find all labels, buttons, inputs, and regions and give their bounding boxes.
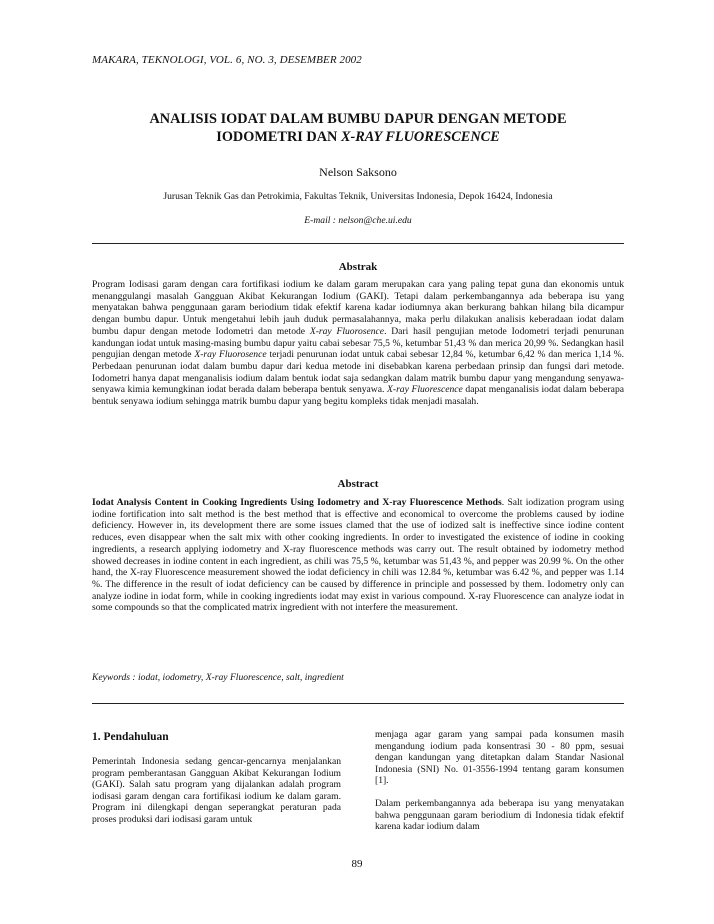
page-number: 89 <box>351 858 363 870</box>
abstract-text: . Salt iodization program using iodine fortification into salt method is the best method that is effective and economical to overcome the problems caused by iodine deficiency. However in, its development there are some issues clamed that the use of iodized salt is ineffective since iodine content reduces, even disappear when the salt mix with other cooking ingredients. In order to investigated the existence of iodine in cooking ingredients, a research applying iodometry and X-ray fluorescence methods was carry out. The result obtained by iodometry method showed decreases in iodine content in each ingredient, as chili was 75,5 %, ketumbar was 51,43 %, and pepper was 20.99 %. On the other hand, the X-ray Fluorescence measurement showed the iodat deficiency in chili was 12.84 %, ketumbar was 6.42 %, and pepper was 1.14 %. The difference in the result of iodat deficiency can be caused by difference in principle and possessed by them. Iodometry only can analyze iodine in iodat form, while in cooking ingredients iodat may exist in various compound. X-ray Fluorescence can analyze iodat in some compounds so that the complicated matrix ingredient with not interfere the measurement. <box>92 497 624 614</box>
author-email: E-mail : nelson@che.ui.edu <box>304 215 412 226</box>
left-column <box>92 756 341 837</box>
title-line-2-italic: X-RAY FLUORESCENCE <box>340 129 500 145</box>
title-line-2 <box>92 128 624 146</box>
right-paragraph-2: Dalam perkembangannya ada beberapa isu yang menyatakan bahwa penggunaan garam beriodium di Indonesia tidak efektif karena kadar iodium dalam <box>375 797 624 833</box>
abstrak-italic-1: X-ray Fluorosence <box>309 325 385 337</box>
abstrak-text-2: . Dari hasil pengujian metode Iodometri terjadi penurunan kandungan iodat untuk masing-masing bumbu dapur yaitu cabai sebesar 75,5 %, ketumbar 51,43 % dan merica 20,99 %. Sedangkan hasil pengujian dengan metode <box>92 325 624 361</box>
section-heading: 1. Pendahuluan <box>92 731 169 743</box>
abstrak-text-3: terjadi penurunan iodat untuk cabai sebesar 12,84 %, ketumbar 6,42 % dan merica 1,14 %. Perbedaan penurunan iodat dalam bumbu dapur dari kedua metode ini disebabkan karena perbedaan prinsip dan fungsi dari metode. Iodometri hanya dapat menganalisis iodium dalam bentuk iodat saja sedangkan dalam matrik bumbu dapur yang mengandung senyawa-senyawa kimia kemungkinan iodat berada dalam beberapa bentuk senyawa. <box>92 349 625 396</box>
right-paragraph-1: menjaga agar garam yang sampai pada konsumen masih mengandung iodium pada konsentrasi 30 - 80 ppm, sesuai dengan kandungan yang ditetapkan dalam Standar Nasional Indonesia (SNI) No. 01-3556-1994 tentang garam konsumen [1]. <box>375 729 624 787</box>
abstrak-heading: Abstrak <box>338 261 378 273</box>
abstrak-italic-3: X-ray Fluorescence <box>387 384 463 396</box>
abstract-bold-title: Iodat Analysis Content in Cooking Ingredients Using Iodometry and X-ray Fluorescence Methods <box>92 497 502 508</box>
abstrak-italic-2: X-ray Fluorosence <box>194 349 267 361</box>
journal-header: MAKARA, TEKNOLOGI, VOL. 6, NO. 3, DESEMBER 2002 <box>92 54 362 66</box>
paper-title <box>92 110 624 146</box>
affiliation: Jurusan Teknik Gas dan Petrokimia, Fakultas Teknik, Universitas Indonesia, Depok 16424, Indonesia <box>163 191 553 202</box>
author-name: Nelson Saksono <box>319 165 397 179</box>
top-divider <box>92 243 624 244</box>
abstract-body <box>92 497 624 614</box>
abstrak-body <box>92 279 624 408</box>
abstract-heading: Abstract <box>337 478 379 490</box>
right-column <box>375 729 624 844</box>
abstrak-text-4: dapat menganalisis iodat dalam beberapa bentuk senyawa iodium sehingga matrik bumbu dapur yang begitu kompleks tidak menjadi masalah. <box>92 384 624 408</box>
keywords: Keywords : iodat, iodometry, X-ray Fluorescence, salt, ingredient <box>92 672 344 683</box>
left-paragraph-1: Pemerintah Indonesia sedang gencar-gencarnya menjalankan program pemberantasan Gangguan Akibat Kekurangan Iodium (GAKI). Salah satu program yang dijalankan adalah program iodisasi garam dengan cara fortifikasi iodium ke dalam garam. Program ini dilengkapi dengan seperangkat peraturan pada proses produksi dari iodisasi garam untuk <box>92 756 341 825</box>
abstrak-text-1: Program Iodisasi garam dengan cara fortifikasi iodium ke dalam garam merupakan cara yang paling tepat guna dan ekonomis untuk menanggulangi masalah Gangguan Akibat Kekurangan Iodium (GAKI). Tetapi dalam perkembangannya ada beberapa isu yang menyatakan bahwa penggunaan garam beriodium tidak efektif karena kadar iodiumnya akan berkurang bahkan hilang bila dicampur dengan bumbu dapur. Untuk mengetahui lebih jauh duduk permasalahannya, maka perlu dilakukan analisis keberadaan iodat dalam bumbu dapur dengan metode Iodometri dan metode <box>92 279 624 337</box>
title-line-2-plain: IODOMETRI DAN <box>216 129 341 145</box>
bottom-divider <box>92 703 624 704</box>
title-line-1: ANALISIS IODAT DALAM BUMBU DAPUR DENGAN METODE <box>149 111 567 127</box>
